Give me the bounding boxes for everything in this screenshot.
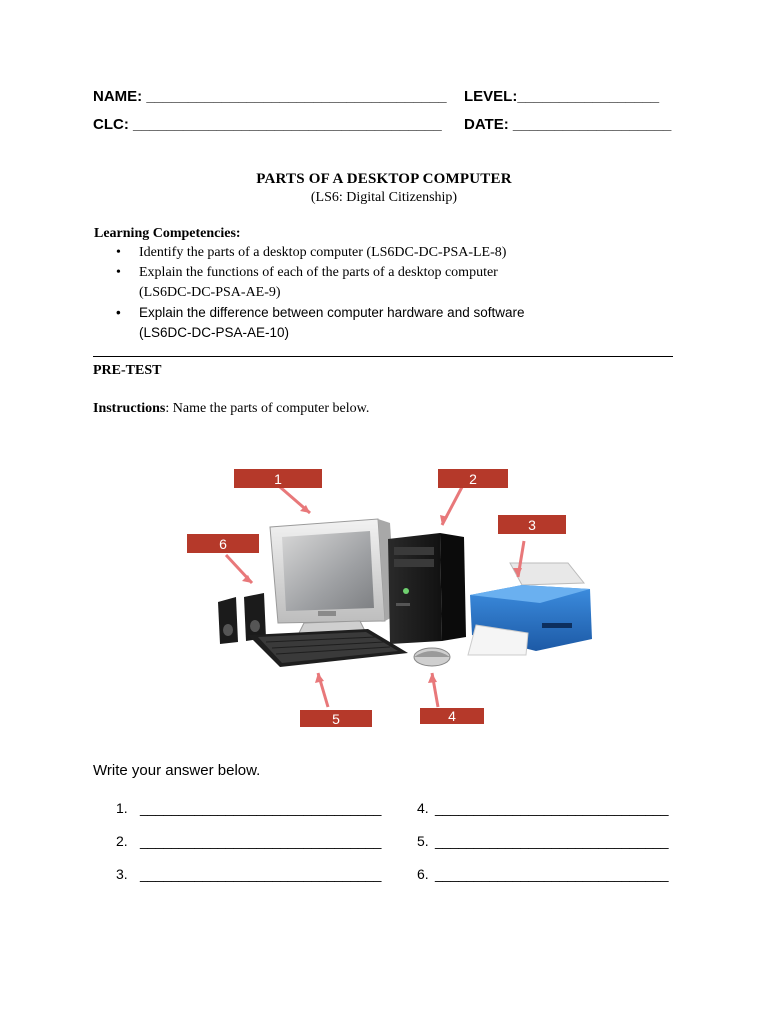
label-6: 6 (219, 536, 227, 552)
competencies-heading: Learning Competencies: (94, 226, 241, 241)
answer-blank[interactable]: ______________________________ (435, 833, 669, 849)
answer-line-5[interactable] (417, 833, 669, 849)
answer-blank[interactable]: ______________________________ (435, 800, 669, 816)
instructions-text: : Name the parts of computer below. (165, 401, 370, 416)
answer-number: 4. (417, 800, 429, 816)
competency-code: (LS6DC-DC-PSA-AE-10) (139, 325, 290, 340)
competency-code: (LS6DC-DC-PSA-AE-9) (139, 285, 281, 300)
system-unit (388, 533, 466, 644)
competency-text: Explain the functions of each of the parts of a desktop computer (139, 265, 498, 280)
competency-item (116, 265, 498, 281)
page-title: PARTS OF A DESKTOP COMPUTER (256, 171, 512, 187)
answer-blank[interactable]: _______________________________ (140, 866, 382, 882)
label-2: 2 (469, 471, 477, 487)
answer-blank[interactable]: _______________________________ (140, 833, 382, 849)
computer-parts-figure (170, 445, 610, 745)
answer-number: 5. (417, 833, 429, 849)
answer-number: 2. (116, 833, 128, 849)
label-3: 3 (528, 517, 536, 533)
page-subtitle: (LS6: Digital Citizenship) (310, 190, 458, 205)
section-divider (93, 356, 673, 357)
printer (468, 563, 592, 655)
competency-text: Identify the parts of a desktop computer (LS6DC-DC-PSA-LE-8) (139, 245, 507, 260)
bullet-icon: • (116, 245, 121, 260)
competency-text: Explain the difference between computer hardware and software (139, 305, 525, 320)
label-5: 5 (332, 711, 340, 727)
mouse (414, 648, 450, 666)
bullet-icon: • (116, 305, 121, 320)
instructions (93, 401, 369, 417)
clc-field[interactable]: CLC: _____________________________________ (93, 116, 442, 133)
pretest-heading: PRE-TEST (93, 363, 162, 378)
competency-item (116, 245, 507, 261)
answer-number: 3. (116, 866, 128, 882)
level-field[interactable]: LEVEL:_________________ (464, 88, 660, 105)
instructions-label: Instructions (93, 401, 166, 416)
competency-item (116, 305, 525, 320)
name-field[interactable]: NAME: ____________________________________ (93, 88, 447, 105)
label-1: 1 (274, 471, 282, 487)
answer-blank[interactable]: _______________________________ (140, 800, 382, 816)
answer-prompt: Write your answer below. (93, 762, 261, 779)
answer-line-1[interactable] (116, 800, 381, 816)
answer-line-2[interactable] (116, 833, 381, 849)
answer-line-6[interactable] (417, 866, 669, 882)
answer-line-4[interactable] (417, 800, 669, 816)
monitor (270, 519, 396, 635)
answer-number: 1. (116, 800, 128, 816)
bullet-icon: • (116, 265, 121, 280)
keyboard (248, 629, 408, 667)
label-4: 4 (448, 708, 456, 724)
answer-line-3[interactable] (116, 866, 381, 882)
answer-number: 6. (417, 866, 429, 882)
answer-blank[interactable]: ______________________________ (435, 866, 669, 882)
date-field[interactable]: DATE: ___________________ (464, 116, 672, 133)
